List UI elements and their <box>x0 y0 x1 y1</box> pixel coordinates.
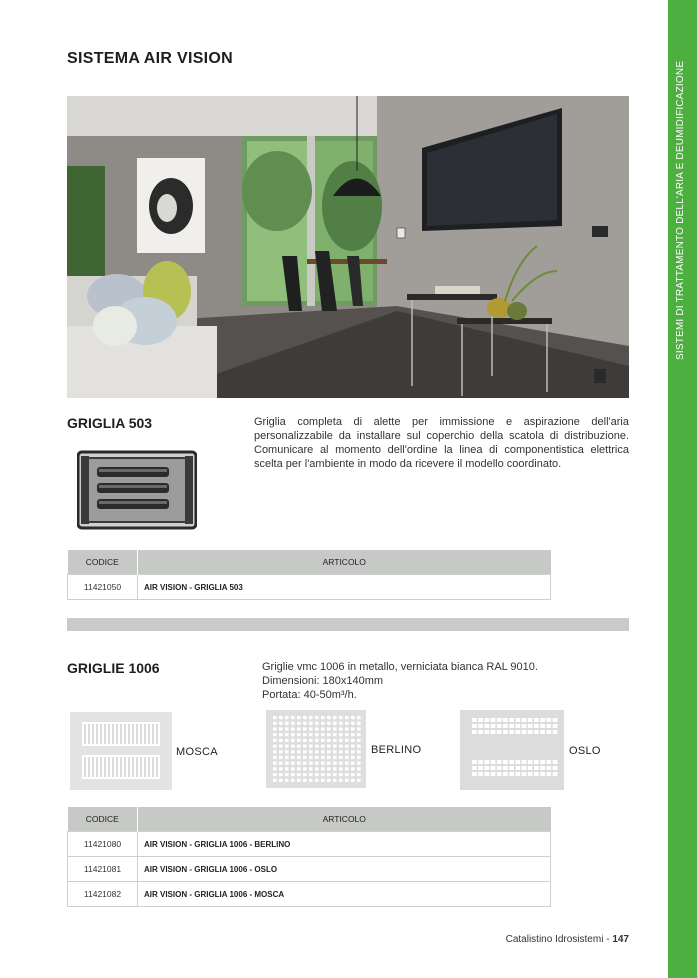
table-row <box>68 832 551 857</box>
table-row <box>68 575 551 600</box>
hero-interior-photo <box>67 96 629 398</box>
griglia-503-product-image <box>77 450 197 530</box>
table-row <box>68 857 551 882</box>
section-title-griglie-1006: GRIGLIE 1006 <box>67 660 160 676</box>
section-description-griglia-503: Griglia completa di alette per immissione e aspirazione dell'aria personalizzabile da installare sul coperchio della scatola di distribuzione. Comunicare al momento dell'ordine la linea di componentistica elettrica scelta per l'ambiente in modo da ricevere il modello coordinato. <box>254 416 629 470</box>
row-article: AIR VISION - GRIGLIA 1006 - MOSCA <box>138 882 551 907</box>
row-code: 11421082 <box>68 882 138 907</box>
column-header-article: ARTICOLO <box>138 807 551 832</box>
grille-label-oslo: OSLO <box>569 745 601 757</box>
row-code: 11421080 <box>68 832 138 857</box>
grille-label-mosca: MOSCA <box>176 746 218 758</box>
codes-table-griglia-503 <box>67 550 551 600</box>
column-header-code: CODICE <box>68 550 138 575</box>
row-article: AIR VISION - GRIGLIA 1006 - OSLO <box>138 857 551 882</box>
column-header-article: ARTICOLO <box>138 550 551 575</box>
page-title: SISTEMA AIR VISION <box>67 50 234 67</box>
section-divider <box>67 618 629 631</box>
footer-catalog-name: Catalistino Idrosistemi - <box>505 934 613 945</box>
description-line: Dimensioni: 180x140mm <box>262 675 384 687</box>
page-number: 147 <box>612 934 629 945</box>
grille-mosca-image <box>70 712 172 790</box>
row-article: AIR VISION - GRIGLIA 1006 - BERLINO <box>138 832 551 857</box>
grille-label-berlino: BERLINO <box>371 744 422 756</box>
row-code: 11421050 <box>68 575 138 600</box>
table-row <box>68 882 551 907</box>
description-line: Portata: 40-50m³/h. <box>262 689 357 701</box>
column-header-code: CODICE <box>68 807 138 832</box>
description-line: Griglie vmc 1006 in metallo, verniciata bianca RAL 9010. <box>262 661 538 673</box>
page-footer <box>506 934 629 945</box>
row-article: AIR VISION - GRIGLIA 503 <box>138 575 551 600</box>
grille-berlino-image <box>266 710 366 788</box>
section-title-griglia-503: GRIGLIA 503 <box>67 415 153 431</box>
row-code: 11421081 <box>68 857 138 882</box>
side-section-label: SISTEMI DI TRATTAMENTO DELL'ARIA E DEUMIDIFICAZIONE <box>675 60 686 360</box>
grille-oslo-image <box>460 710 564 790</box>
codes-table-griglie-1006 <box>67 807 551 907</box>
section-description-griglie-1006 <box>262 660 622 702</box>
